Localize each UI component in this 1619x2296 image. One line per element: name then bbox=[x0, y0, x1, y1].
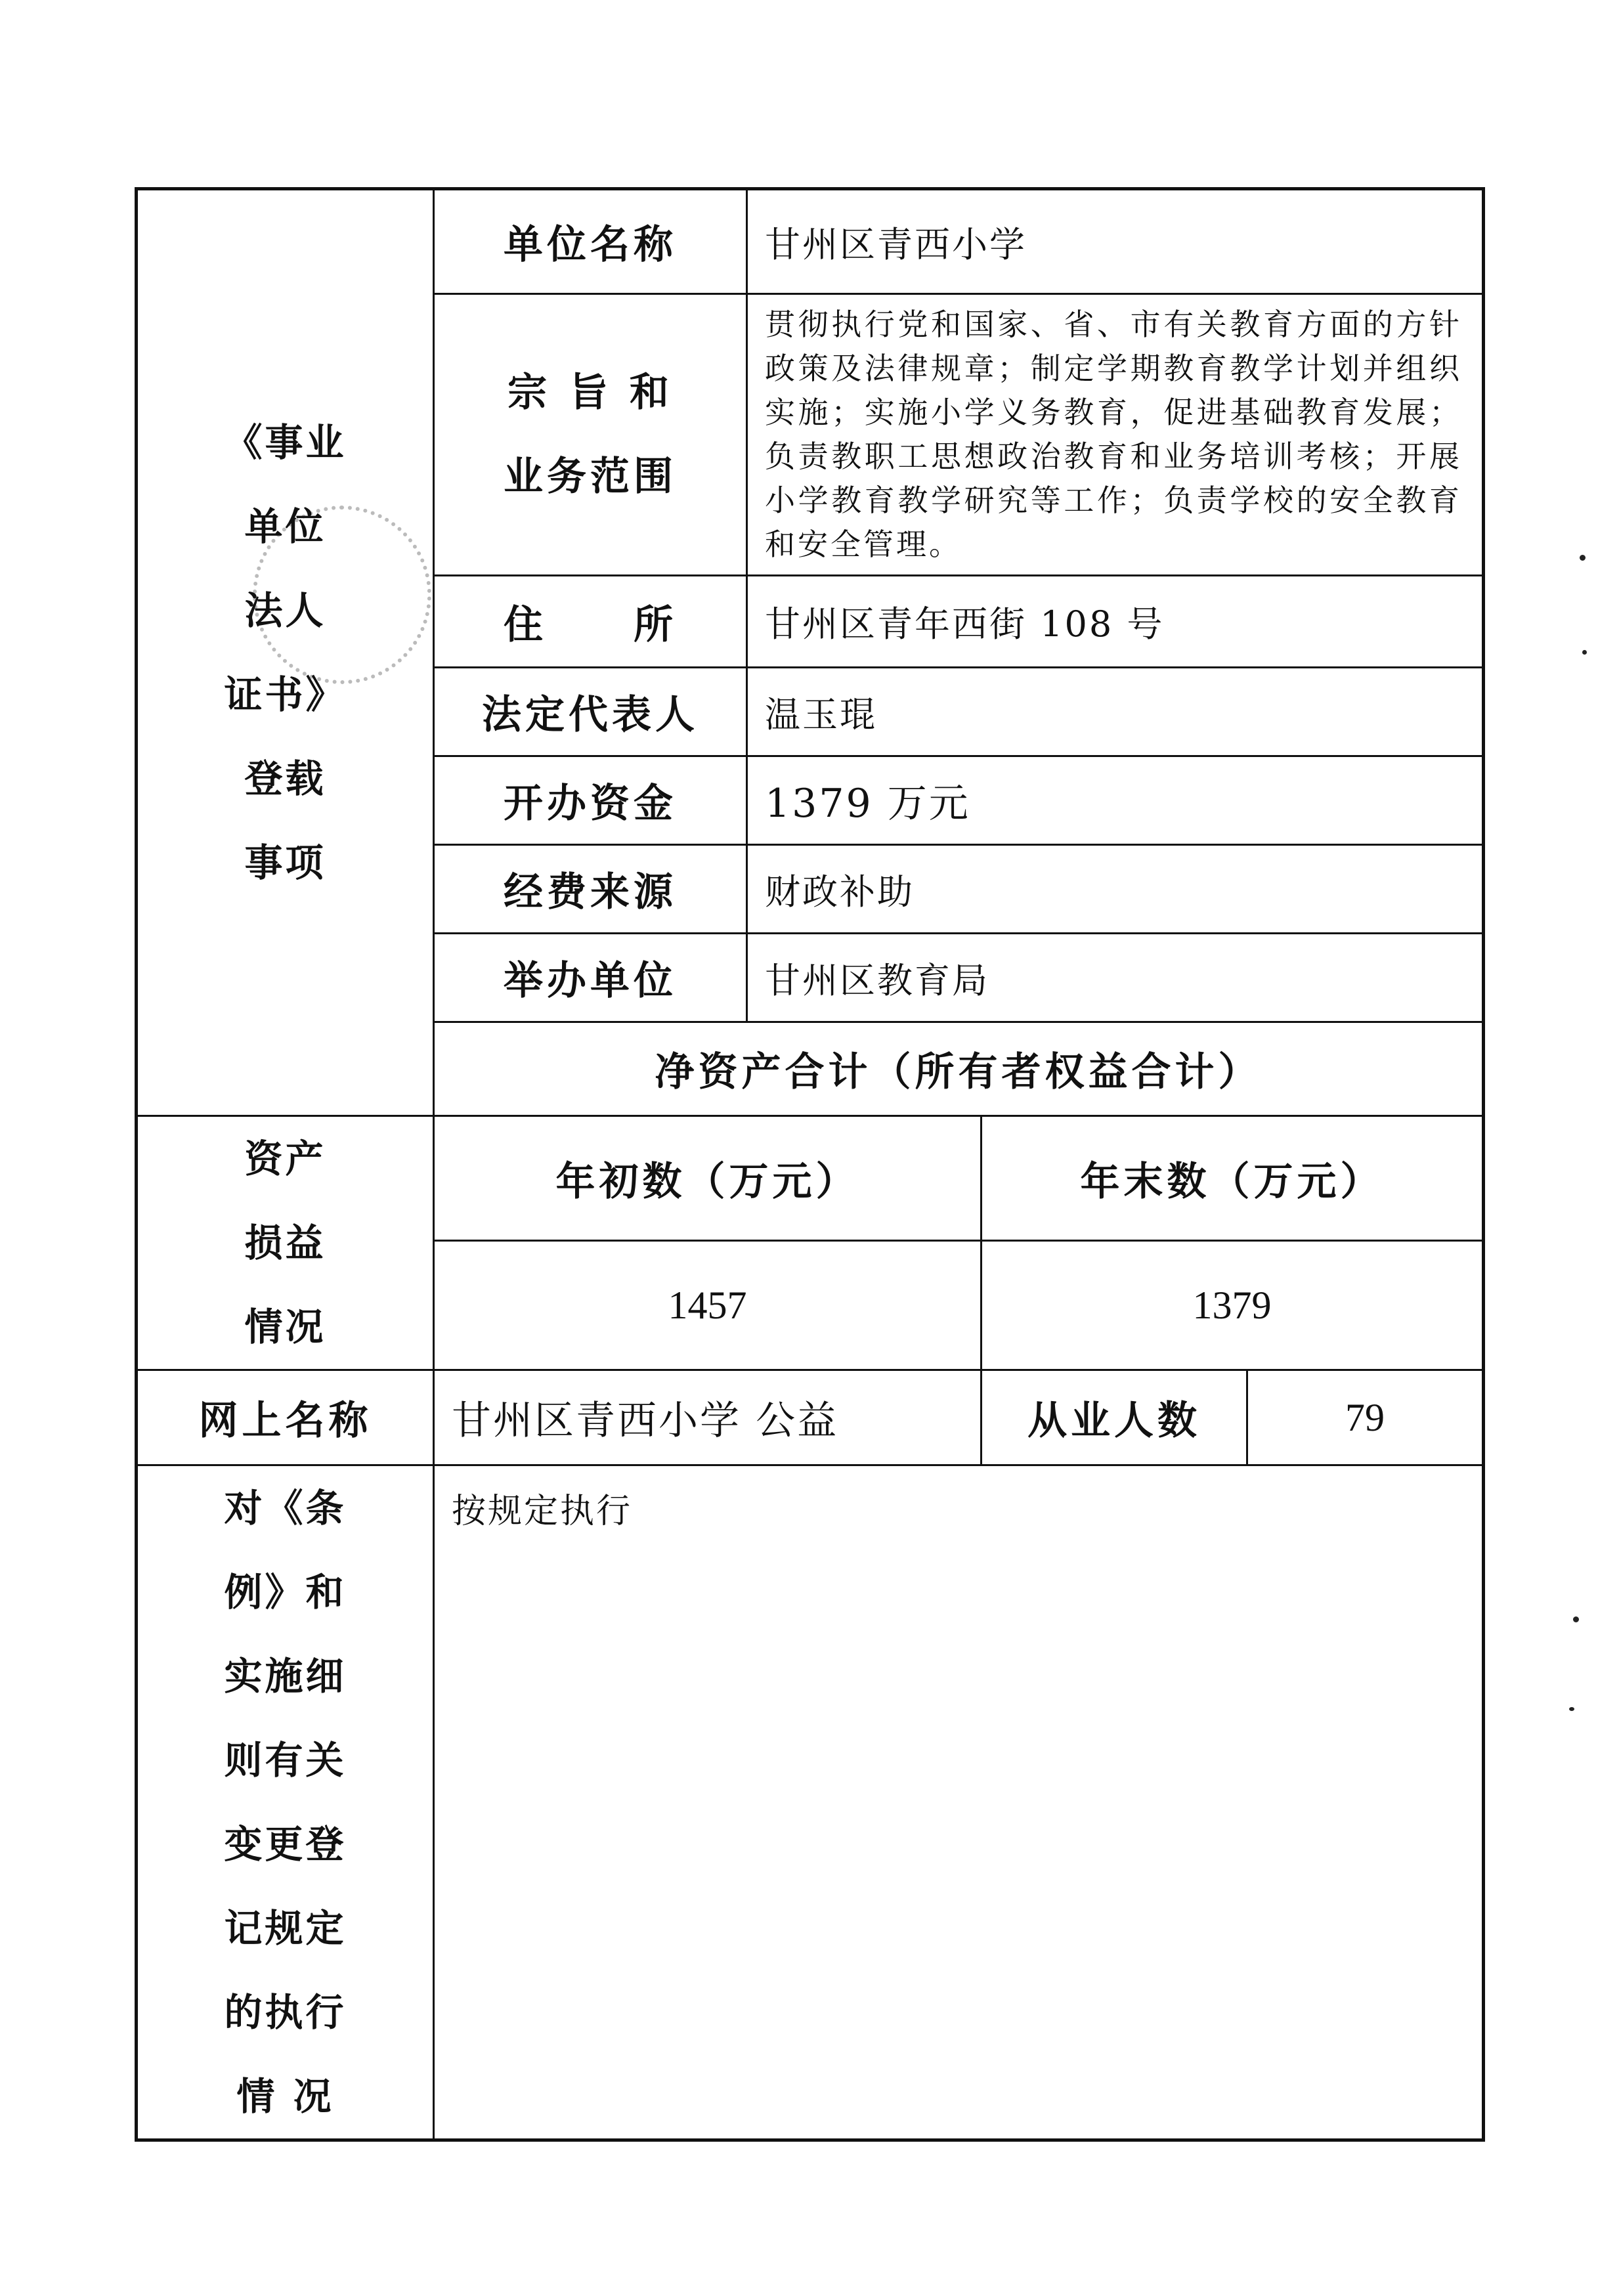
registration-label-line: 登载 bbox=[244, 756, 326, 801]
execution-label-line: 的执行 bbox=[224, 1990, 347, 2035]
execution-label-line: 情 况 bbox=[236, 2074, 334, 2119]
assets-label-line: 资产 bbox=[244, 1137, 326, 1181]
capital-label: 开办资金 bbox=[434, 756, 747, 845]
end-year-value: 1379 bbox=[982, 1241, 1484, 1370]
purpose-label-line: 业务范围 bbox=[504, 454, 677, 500]
registration-label-line: 《事业 bbox=[224, 420, 347, 465]
execution-label-line: 例》和 bbox=[224, 1570, 347, 1614]
unit-name-value: 甘州区青西小学 bbox=[747, 189, 1484, 294]
registration-label-line: 单位 bbox=[244, 504, 326, 549]
registration-label-line: 事项 bbox=[244, 840, 326, 885]
sponsor-label: 举办单位 bbox=[434, 934, 747, 1022]
capital-value: 1379 万元 bbox=[747, 756, 1484, 845]
execution-label-line: 变更登 bbox=[224, 1822, 347, 1867]
execution-label-line: 实施细 bbox=[224, 1654, 347, 1699]
registration-label-line: 法人 bbox=[244, 588, 326, 633]
section-assets-label bbox=[137, 1116, 434, 1370]
section-execution-label bbox=[137, 1465, 434, 2140]
scan-speck bbox=[1582, 650, 1587, 655]
purpose-label bbox=[434, 294, 747, 576]
legal-rep-label: 法定代表人 bbox=[434, 668, 747, 756]
net-assets-header: 净资产合计（所有者权益合计） bbox=[434, 1022, 1484, 1116]
address-value: 甘州区青年西街 108 号 bbox=[747, 576, 1484, 668]
registration-table bbox=[135, 187, 1485, 2142]
purpose-label-line: 宗 旨 和 bbox=[507, 370, 673, 416]
address-label: 住 所 bbox=[434, 576, 747, 668]
online-name-value: 甘州区青西小学 公益 bbox=[434, 1370, 982, 1465]
staff-count-label: 从业人数 bbox=[982, 1370, 1247, 1465]
funding-value: 财政补助 bbox=[747, 845, 1484, 934]
funding-label: 经费来源 bbox=[434, 845, 747, 934]
section-registration-label bbox=[137, 189, 434, 1116]
unit-name-label: 单位名称 bbox=[434, 189, 747, 294]
scan-speck bbox=[1569, 1707, 1574, 1711]
execution-label-line: 对《条 bbox=[224, 1486, 347, 1530]
sponsor-value: 甘州区教育局 bbox=[747, 934, 1484, 1022]
staff-count-value: 79 bbox=[1247, 1370, 1484, 1465]
online-name-label: 网上名称 bbox=[137, 1370, 434, 1465]
begin-year-label: 年初数（万元） bbox=[434, 1116, 982, 1241]
execution-label-line: 记规定 bbox=[224, 1906, 347, 1951]
scan-speck bbox=[1573, 1616, 1579, 1622]
scan-speck bbox=[1580, 555, 1586, 561]
end-year-label: 年末数（万元） bbox=[982, 1116, 1484, 1241]
legal-rep-value: 温玉琨 bbox=[747, 668, 1484, 756]
registration-label-line: 证书》 bbox=[224, 672, 347, 717]
execution-label-line: 则有关 bbox=[224, 1738, 347, 1783]
assets-label-line: 情况 bbox=[244, 1305, 326, 1349]
assets-label-line: 损益 bbox=[244, 1221, 326, 1265]
purpose-value: 贯彻执行党和国家、省、市有关教育方面的方针政策及法律规章；制定学期教育教学计划并组织实施；实施小学义务教育，促进基础教育发展；负责教职工思想政治教育和业务培训考核；开展小学教育教学研究等工作；负责学校的安全教育和安全管理。 bbox=[747, 294, 1484, 576]
begin-year-value: 1457 bbox=[434, 1241, 982, 1370]
execution-value: 按规定执行 bbox=[434, 1465, 1484, 2140]
